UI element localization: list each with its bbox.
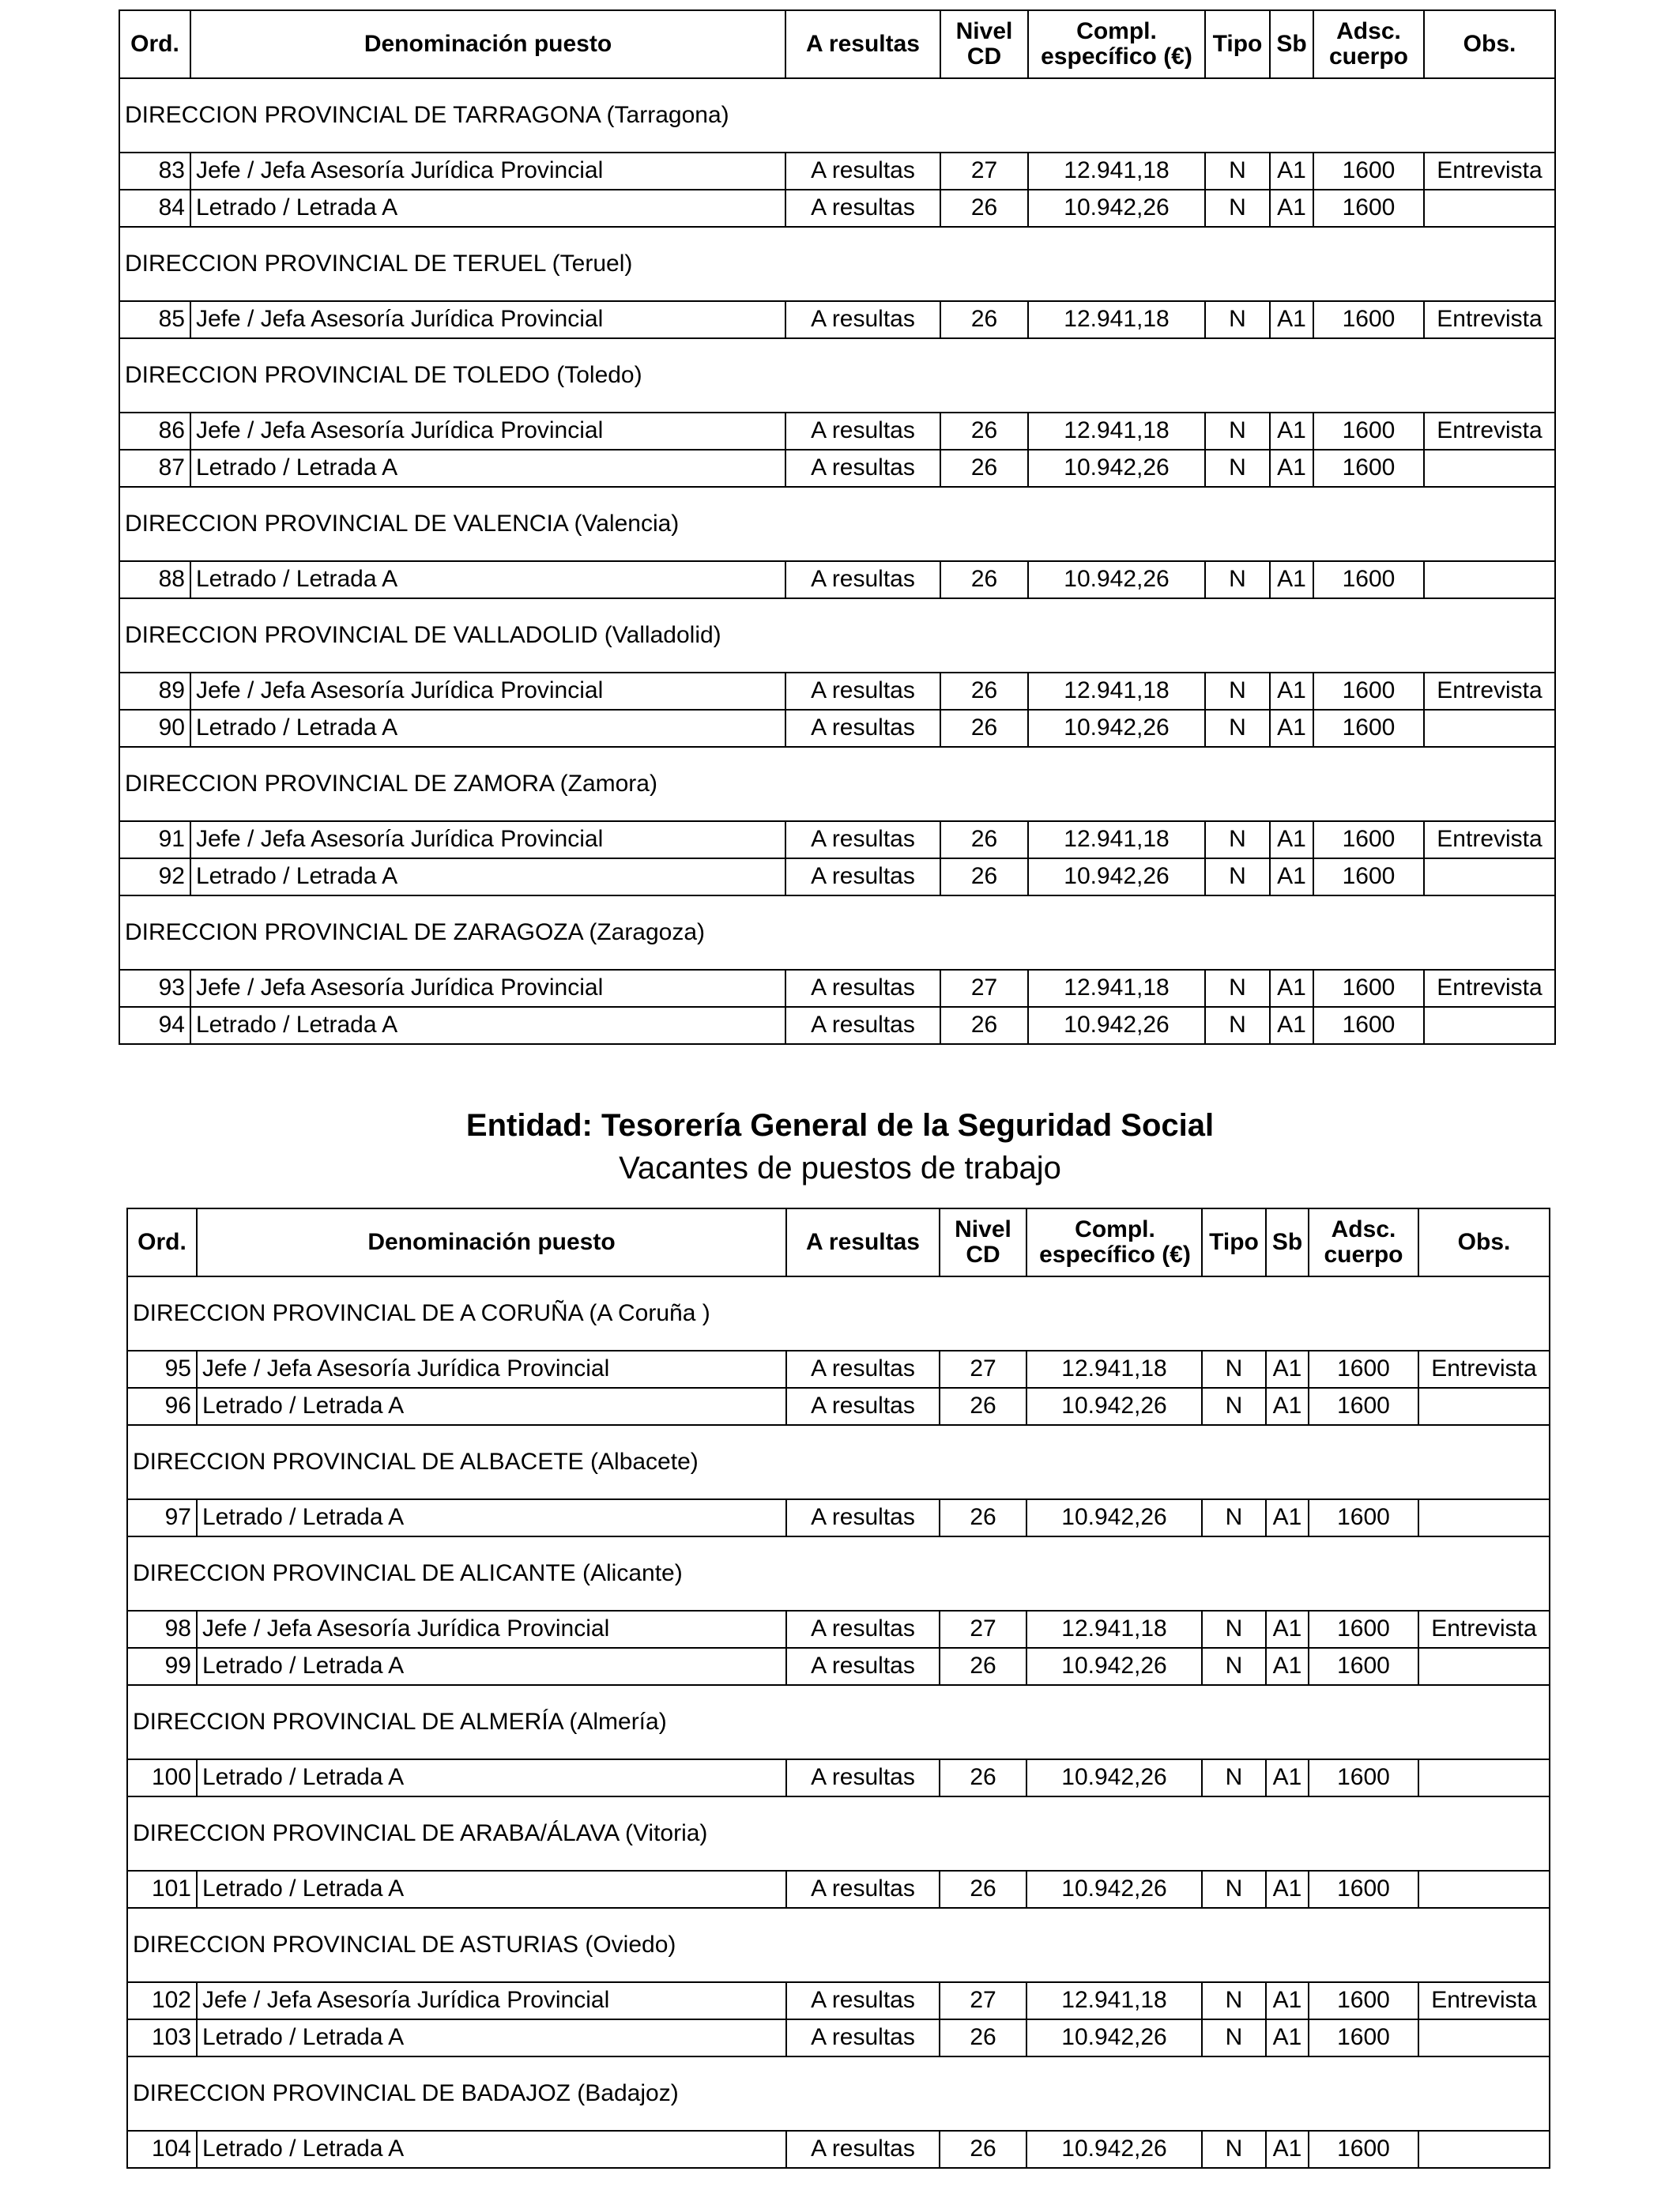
table-row [119, 970, 1555, 1007]
cell-sb: A1 [1266, 2019, 1309, 2056]
cell-tipo: N [1202, 2019, 1266, 2056]
cell-nivel: 26 [940, 1759, 1026, 1796]
cell-ord: 101 [127, 1871, 197, 1908]
cell-sb: A1 [1270, 970, 1313, 1007]
cell-ord: 95 [127, 1351, 197, 1388]
cell-adsc: 1600 [1309, 1871, 1418, 1908]
table-row [127, 1499, 1550, 1536]
cell-obs [1418, 2131, 1550, 2168]
cell-denominacion: Letrado / Letrada A [190, 561, 785, 598]
cell-ord: 97 [127, 1499, 197, 1536]
cell-denominacion: Letrado / Letrada A [190, 450, 785, 487]
cell-denominacion: Letrado / Letrada A [197, 2131, 786, 2168]
cell-compl: 10.942,26 [1026, 2131, 1202, 2168]
cell-obs [1424, 190, 1555, 227]
cell-sb: A1 [1266, 1648, 1309, 1685]
section-title: DIRECCION PROVINCIAL DE ALICANTE (Alicante) [127, 1536, 1550, 1611]
cell-ord: 93 [119, 970, 190, 1007]
table-body [127, 1276, 1550, 2168]
cell-tipo: N [1202, 1611, 1266, 1648]
cell-nivel: 26 [940, 1871, 1026, 1908]
col-header-obs: Obs. [1424, 10, 1555, 78]
table-row [127, 1611, 1550, 1648]
table-row [127, 1982, 1550, 2019]
col-header-nivel-text: Nivel CD [955, 1216, 1011, 1268]
cell-tipo: N [1205, 301, 1270, 338]
cell-denominacion: Jefe / Jefa Asesoría Jurídica Provincial [197, 1982, 786, 2019]
section-row [127, 1276, 1550, 1351]
cell-a-resultas: A resultas [785, 450, 940, 487]
cell-tipo: N [1205, 190, 1270, 227]
cell-tipo: N [1202, 2131, 1266, 2168]
cell-nivel: 26 [940, 858, 1028, 895]
cell-ord: 88 [119, 561, 190, 598]
cell-nivel: 27 [940, 1351, 1026, 1388]
cell-sb: A1 [1266, 1759, 1309, 1796]
cell-adsc: 1600 [1313, 561, 1424, 598]
cell-nivel: 26 [940, 190, 1028, 227]
cell-adsc: 1600 [1313, 970, 1424, 1007]
cell-adsc: 1600 [1313, 413, 1424, 450]
cell-a-resultas: A resultas [786, 1648, 940, 1685]
cell-obs: Entrevista [1424, 301, 1555, 338]
section-row [119, 598, 1555, 673]
col-header-compl-text: Compl. específico (€) [1039, 1216, 1191, 1268]
section-title: DIRECCION PROVINCIAL DE TOLEDO (Toledo) [119, 338, 1555, 413]
table-row [127, 1648, 1550, 1685]
cell-a-resultas: A resultas [785, 970, 940, 1007]
entity-subtitle: Vacantes de puestos de trabajo [619, 1151, 1061, 1186]
cell-nivel: 27 [940, 1982, 1026, 2019]
cell-ord: 104 [127, 2131, 197, 2168]
col-header-compl-text: Compl. específico (€) [1041, 17, 1192, 70]
cell-ord: 86 [119, 413, 190, 450]
table-row [119, 190, 1555, 227]
cell-compl: 12.941,18 [1026, 1982, 1202, 2019]
cell-compl: 10.942,26 [1026, 1871, 1202, 1908]
cell-a-resultas: A resultas [786, 2019, 940, 2056]
cell-sb: A1 [1266, 1388, 1309, 1425]
cell-nivel: 26 [940, 1007, 1028, 1044]
col-header-a-resultas: A resultas [786, 1208, 940, 1276]
cell-adsc: 1600 [1313, 153, 1424, 190]
col-header-obs: Obs. [1418, 1208, 1550, 1276]
col-header-denominacion: Denominación puesto [197, 1208, 786, 1276]
cell-a-resultas: A resultas [785, 301, 940, 338]
section-title: DIRECCION PROVINCIAL DE ZAMORA (Zamora) [119, 747, 1555, 821]
cell-obs: Entrevista [1424, 413, 1555, 450]
cell-ord: 94 [119, 1007, 190, 1044]
cell-ord: 84 [119, 190, 190, 227]
table-row [119, 821, 1555, 858]
cell-sb: A1 [1266, 1351, 1309, 1388]
cell-denominacion: Jefe / Jefa Asesoría Jurídica Provincial [197, 1611, 786, 1648]
col-header-ord: Ord. [119, 10, 190, 78]
cell-nivel: 26 [940, 710, 1028, 747]
cell-a-resultas: A resultas [785, 1007, 940, 1044]
section-row [119, 487, 1555, 561]
cell-nivel: 26 [940, 1499, 1026, 1536]
cell-obs [1424, 710, 1555, 747]
table-header-row [119, 10, 1555, 78]
cell-denominacion: Jefe / Jefa Asesoría Jurídica Provincial [190, 301, 785, 338]
cell-ord: 91 [119, 821, 190, 858]
cell-sb: A1 [1266, 1499, 1309, 1536]
cell-adsc: 1600 [1309, 1759, 1418, 1796]
cell-tipo: N [1202, 1871, 1266, 1908]
cell-obs [1418, 1648, 1550, 1685]
cell-adsc: 1600 [1313, 190, 1424, 227]
cell-adsc: 1600 [1309, 2019, 1418, 2056]
cell-tipo: N [1205, 858, 1270, 895]
section-title: DIRECCION PROVINCIAL DE ARABA/ÁLAVA (Vitoria) [127, 1796, 1550, 1871]
cell-denominacion: Letrado / Letrada A [197, 1871, 786, 1908]
cell-obs: Entrevista [1424, 821, 1555, 858]
cell-ord: 87 [119, 450, 190, 487]
section-title: DIRECCION PROVINCIAL DE BADAJOZ (Badajoz) [127, 2056, 1550, 2131]
table-row [127, 2019, 1550, 2056]
cell-compl: 12.941,18 [1028, 301, 1205, 338]
vacancies-table-2 [126, 1208, 1550, 2169]
cell-a-resultas: A resultas [786, 2131, 940, 2168]
cell-tipo: N [1202, 1388, 1266, 1425]
cell-a-resultas: A resultas [786, 1388, 940, 1425]
cell-denominacion: Letrado / Letrada A [197, 1759, 786, 1796]
cell-tipo: N [1205, 1007, 1270, 1044]
cell-obs [1424, 858, 1555, 895]
cell-obs [1418, 1759, 1550, 1796]
section-title: DIRECCION PROVINCIAL DE ZARAGOZA (Zaragoza) [119, 895, 1555, 970]
table-row [119, 301, 1555, 338]
cell-adsc: 1600 [1313, 710, 1424, 747]
cell-ord: 103 [127, 2019, 197, 2056]
cell-denominacion: Jefe / Jefa Asesoría Jurídica Provincial [197, 1351, 786, 1388]
vacancies-table-1 [119, 9, 1556, 1045]
col-header-adsc-text: Adsc. cuerpo [1328, 17, 1409, 70]
section-row [127, 1796, 1550, 1871]
cell-a-resultas: A resultas [786, 1871, 940, 1908]
cell-adsc: 1600 [1313, 858, 1424, 895]
cell-compl: 10.942,26 [1028, 710, 1205, 747]
table-row [119, 561, 1555, 598]
cell-obs [1418, 1871, 1550, 1908]
col-header-adsc [1309, 1208, 1418, 1276]
table-row [119, 413, 1555, 450]
section-title: DIRECCION PROVINCIAL DE TARRAGONA (Tarragona) [119, 78, 1555, 153]
cell-tipo: N [1202, 1759, 1266, 1796]
cell-ord: 83 [119, 153, 190, 190]
table-row [127, 1871, 1550, 1908]
cell-denominacion: Jefe / Jefa Asesoría Jurídica Provincial [190, 153, 785, 190]
section-row [127, 1425, 1550, 1499]
entity-heading [0, 1105, 1680, 1190]
cell-nivel: 26 [940, 821, 1028, 858]
cell-obs [1418, 1499, 1550, 1536]
cell-denominacion: Jefe / Jefa Asesoría Jurídica Provincial [190, 970, 785, 1007]
cell-denominacion: Letrado / Letrada A [190, 190, 785, 227]
cell-adsc: 1600 [1309, 2131, 1418, 2168]
table-row [119, 153, 1555, 190]
cell-adsc: 1600 [1313, 821, 1424, 858]
cell-sb: A1 [1270, 190, 1313, 227]
col-header-tipo: Tipo [1202, 1208, 1266, 1276]
cell-a-resultas: A resultas [785, 710, 940, 747]
col-header-compl [1026, 1208, 1202, 1276]
cell-obs [1424, 1007, 1555, 1044]
section-title: DIRECCION PROVINCIAL DE ALBACETE (Albacete) [127, 1425, 1550, 1499]
cell-tipo: N [1205, 710, 1270, 747]
cell-sb: A1 [1270, 561, 1313, 598]
cell-nivel: 26 [940, 450, 1028, 487]
section-title: DIRECCION PROVINCIAL DE ALMERÍA (Almería) [127, 1685, 1550, 1759]
cell-nivel: 26 [940, 301, 1028, 338]
col-header-tipo: Tipo [1205, 10, 1270, 78]
cell-compl: 12.941,18 [1028, 970, 1205, 1007]
section-row [119, 338, 1555, 413]
cell-a-resultas: A resultas [786, 1759, 940, 1796]
section-row [127, 1685, 1550, 1759]
cell-a-resultas: A resultas [786, 1351, 940, 1388]
table-header-row [127, 1208, 1550, 1276]
cell-compl: 10.942,26 [1028, 561, 1205, 598]
cell-ord: 98 [127, 1611, 197, 1648]
cell-nivel: 26 [940, 1648, 1026, 1685]
cell-adsc: 1600 [1309, 1611, 1418, 1648]
cell-a-resultas: A resultas [786, 1499, 940, 1536]
section-title: DIRECCION PROVINCIAL DE VALENCIA (Valencia) [119, 487, 1555, 561]
cell-nivel: 26 [940, 673, 1028, 710]
cell-ord: 102 [127, 1982, 197, 2019]
cell-sb: A1 [1266, 1611, 1309, 1648]
cell-compl: 10.942,26 [1026, 1388, 1202, 1425]
cell-sb: A1 [1266, 2131, 1309, 2168]
cell-compl: 10.942,26 [1026, 2019, 1202, 2056]
cell-nivel: 26 [940, 2131, 1026, 2168]
cell-nivel: 26 [940, 413, 1028, 450]
table-row [119, 1007, 1555, 1044]
col-header-compl [1028, 10, 1205, 78]
cell-obs [1424, 561, 1555, 598]
cell-tipo: N [1205, 673, 1270, 710]
cell-compl: 12.941,18 [1026, 1611, 1202, 1648]
cell-a-resultas: A resultas [786, 1982, 940, 2019]
cell-sb: A1 [1266, 1982, 1309, 2019]
cell-compl: 12.941,18 [1028, 673, 1205, 710]
section-row [127, 2056, 1550, 2131]
cell-compl: 12.941,18 [1026, 1351, 1202, 1388]
cell-tipo: N [1202, 1982, 1266, 2019]
cell-nivel: 26 [940, 2019, 1026, 2056]
cell-compl: 10.942,26 [1026, 1648, 1202, 1685]
cell-tipo: N [1202, 1351, 1266, 1388]
cell-denominacion: Jefe / Jefa Asesoría Jurídica Provincial [190, 673, 785, 710]
cell-denominacion: Letrado / Letrada A [197, 2019, 786, 2056]
cell-nivel: 26 [940, 1388, 1026, 1425]
table-row [119, 673, 1555, 710]
cell-sb: A1 [1270, 413, 1313, 450]
cell-obs [1424, 450, 1555, 487]
section-row [127, 1536, 1550, 1611]
table-row [127, 1388, 1550, 1425]
col-header-adsc [1313, 10, 1424, 78]
cell-a-resultas: A resultas [785, 190, 940, 227]
cell-sb: A1 [1270, 821, 1313, 858]
cell-a-resultas: A resultas [785, 561, 940, 598]
cell-sb: A1 [1270, 858, 1313, 895]
cell-obs: Entrevista [1424, 153, 1555, 190]
section-title: DIRECCION PROVINCIAL DE VALLADOLID (Valladolid) [119, 598, 1555, 673]
section-row [127, 1908, 1550, 1982]
cell-adsc: 1600 [1313, 301, 1424, 338]
cell-nivel: 26 [940, 561, 1028, 598]
table-row [127, 1351, 1550, 1388]
cell-ord: 100 [127, 1759, 197, 1796]
section-row [119, 895, 1555, 970]
cell-compl: 10.942,26 [1028, 450, 1205, 487]
cell-tipo: N [1205, 561, 1270, 598]
cell-ord: 96 [127, 1388, 197, 1425]
col-header-sb: Sb [1266, 1208, 1309, 1276]
cell-denominacion: Letrado / Letrada A [197, 1648, 786, 1685]
section-title: DIRECCION PROVINCIAL DE TERUEL (Teruel) [119, 227, 1555, 301]
cell-denominacion: Letrado / Letrada A [197, 1388, 786, 1425]
cell-denominacion: Jefe / Jefa Asesoría Jurídica Provincial [190, 413, 785, 450]
cell-compl: 10.942,26 [1026, 1759, 1202, 1796]
section-row [119, 747, 1555, 821]
cell-compl: 12.941,18 [1028, 821, 1205, 858]
cell-obs: Entrevista [1424, 673, 1555, 710]
cell-a-resultas: A resultas [785, 858, 940, 895]
cell-adsc: 1600 [1313, 1007, 1424, 1044]
cell-nivel: 27 [940, 970, 1028, 1007]
cell-ord: 90 [119, 710, 190, 747]
cell-tipo: N [1205, 450, 1270, 487]
cell-a-resultas: A resultas [785, 413, 940, 450]
cell-sb: A1 [1270, 450, 1313, 487]
cell-obs: Entrevista [1418, 1982, 1550, 2019]
cell-adsc: 1600 [1313, 450, 1424, 487]
cell-denominacion: Letrado / Letrada A [190, 858, 785, 895]
section-title: DIRECCION PROVINCIAL DE ASTURIAS (Oviedo) [127, 1908, 1550, 1982]
col-header-nivel-text: Nivel CD [955, 17, 1013, 70]
section-row [119, 227, 1555, 301]
col-header-nivel [940, 1208, 1026, 1276]
cell-adsc: 1600 [1313, 673, 1424, 710]
cell-nivel: 27 [940, 153, 1028, 190]
cell-denominacion: Letrado / Letrada A [190, 710, 785, 747]
cell-a-resultas: A resultas [785, 821, 940, 858]
cell-a-resultas: A resultas [786, 1611, 940, 1648]
cell-a-resultas: A resultas [785, 673, 940, 710]
cell-compl: 12.941,18 [1028, 153, 1205, 190]
cell-sb: A1 [1270, 153, 1313, 190]
col-header-nivel [940, 10, 1028, 78]
cell-compl: 10.942,26 [1026, 1499, 1202, 1536]
cell-ord: 99 [127, 1648, 197, 1685]
cell-obs: Entrevista [1424, 970, 1555, 1007]
col-header-denominacion: Denominación puesto [190, 10, 785, 78]
table-row [119, 858, 1555, 895]
col-header-adsc-text: Adsc. cuerpo [1324, 1216, 1403, 1268]
col-header-sb: Sb [1270, 10, 1313, 78]
table-row [119, 710, 1555, 747]
cell-adsc: 1600 [1309, 1499, 1418, 1536]
cell-denominacion: Letrado / Letrada A [190, 1007, 785, 1044]
cell-sb: A1 [1270, 710, 1313, 747]
cell-sb: A1 [1266, 1871, 1309, 1908]
cell-sb: A1 [1270, 673, 1313, 710]
col-header-a-resultas: A resultas [785, 10, 940, 78]
entity-title: Entidad: Tesorería General de la Seguridad Social [465, 1108, 1215, 1143]
cell-denominacion: Letrado / Letrada A [197, 1499, 786, 1536]
cell-compl: 10.942,26 [1028, 1007, 1205, 1044]
cell-tipo: N [1205, 153, 1270, 190]
cell-sb: A1 [1270, 1007, 1313, 1044]
cell-adsc: 1600 [1309, 1648, 1418, 1685]
cell-sb: A1 [1270, 301, 1313, 338]
cell-tipo: N [1205, 970, 1270, 1007]
cell-compl: 10.942,26 [1028, 190, 1205, 227]
cell-obs: Entrevista [1418, 1611, 1550, 1648]
cell-tipo: N [1202, 1499, 1266, 1536]
section-title: DIRECCION PROVINCIAL DE A CORUÑA (A Coruña ) [127, 1276, 1550, 1351]
cell-nivel: 27 [940, 1611, 1026, 1648]
cell-adsc: 1600 [1309, 1982, 1418, 2019]
cell-ord: 85 [119, 301, 190, 338]
cell-a-resultas: A resultas [785, 153, 940, 190]
cell-obs [1418, 1388, 1550, 1425]
table-row [119, 450, 1555, 487]
cell-tipo: N [1205, 413, 1270, 450]
table-row [127, 1759, 1550, 1796]
col-header-ord: Ord. [127, 1208, 197, 1276]
cell-adsc: 1600 [1309, 1388, 1418, 1425]
cell-obs [1418, 2019, 1550, 2056]
cell-compl: 10.942,26 [1028, 858, 1205, 895]
cell-ord: 89 [119, 673, 190, 710]
cell-tipo: N [1205, 821, 1270, 858]
cell-compl: 12.941,18 [1028, 413, 1205, 450]
cell-ord: 92 [119, 858, 190, 895]
cell-tipo: N [1202, 1648, 1266, 1685]
table-body [119, 78, 1555, 1044]
section-row [119, 78, 1555, 153]
cell-denominacion: Jefe / Jefa Asesoría Jurídica Provincial [190, 821, 785, 858]
table-row [127, 2131, 1550, 2168]
cell-obs: Entrevista [1418, 1351, 1550, 1388]
cell-adsc: 1600 [1309, 1351, 1418, 1388]
